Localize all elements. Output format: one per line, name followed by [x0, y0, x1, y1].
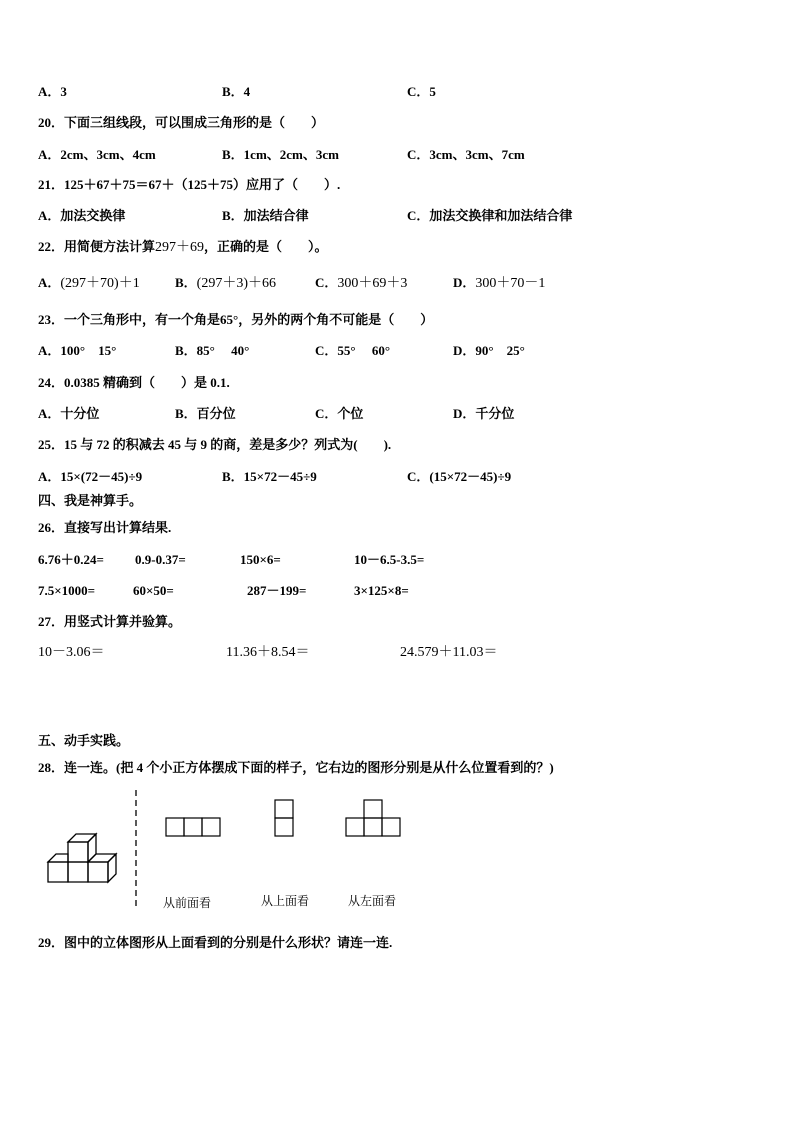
q20-stem: 20．下面三组线段，可以围成三角形的是（ ） [38, 115, 325, 130]
q23-stem: 23．一个三角形中，有一个角是65°，另外的两个角不可能是（ ） [38, 312, 434, 327]
q26-item: 287－199= [247, 583, 307, 598]
q25-option-b: B．15×72－45÷9 [222, 469, 317, 484]
q29-stem: 29．图中的立体图形从上面看到的分别是什么形状？请连一连. [38, 935, 393, 950]
q22-option-d: 300＋70－1 [475, 276, 546, 291]
q27-stem: 27．用竖式计算并验算。 [38, 614, 182, 629]
q24-option-b: B．百分位 [175, 406, 236, 421]
q24-stem: 24．0.0385 精确到（ ）是 0.1. [38, 375, 230, 390]
q24-option-c: C．个位 [315, 406, 364, 421]
q21-option-a: A．加法交换律 [38, 208, 126, 223]
q26-item: 7.5×1000= [38, 583, 96, 598]
q22-b-label: B． [175, 275, 197, 290]
q23-option-c: C．55° 60° [315, 343, 391, 358]
view-t-shape [344, 798, 404, 838]
q26-item: 60×50= [133, 583, 174, 598]
q21-stem: 21．125＋67＋75＝67＋（125＋75）应用了（ ）. [38, 177, 341, 192]
q19-option-c: C．5 [407, 84, 436, 99]
q22-option-c: 300＋69＋3 [337, 276, 408, 291]
q25-stem: 25．15 与 72 的积减去 45 与 9 的商，差是多少？列式为( ). [38, 437, 392, 452]
section-4-title: 四、我是神算手。 [38, 493, 143, 508]
q28-stem: 28．连一连。(把 4 个小正方体摆成下面的样子，它右边的图形分别是从什么位置看到的？) [38, 760, 554, 775]
section-5-title: 五、动手实践。 [38, 733, 130, 748]
q26-item: 6.76＋0.24= [38, 552, 104, 567]
q22-option-b: (297＋3)＋66 [196, 276, 276, 291]
q24-option-a: A．十分位 [38, 406, 100, 421]
q25-option-a: A．15×(72－45)÷9 [38, 469, 143, 484]
q25-option-c: C．(15×72－45)÷9 [407, 469, 512, 484]
q20-option-c: C．3cm、3cm、7cm [407, 147, 525, 162]
caption-top-view: 从上面看 [261, 894, 310, 908]
view-three-in-row [164, 816, 224, 838]
q22-stem-math: 297＋69 [155, 240, 205, 255]
q26-item: 3×125×8= [354, 583, 409, 598]
q22-stem-pre: 22．用简便方法计算 [38, 239, 156, 254]
q23-option-a: A．100° 15° [38, 343, 117, 358]
q22-c-label: C． [315, 275, 338, 290]
q19-option-a: A．3 [38, 84, 67, 99]
q22-a-label: A． [38, 275, 61, 290]
caption-front-view: 从前面看 [163, 896, 212, 910]
dashed-divider [134, 790, 138, 910]
q22-option-a: (297＋70)＋1 [60, 276, 140, 291]
q21-option-b: B．加法结合律 [222, 208, 309, 223]
q26-item: 10－6.5-3.5= [354, 552, 425, 567]
q23-option-d: D．90° 25° [453, 343, 525, 358]
q20-option-a: A．2cm、3cm、4cm [38, 147, 156, 162]
q26-stem: 26．直接写出计算结果. [38, 520, 172, 535]
view-two-stacked [273, 798, 297, 838]
q21-option-c: C．加法交换律和加法结合律 [407, 208, 573, 223]
q22-d-label: D． [453, 275, 476, 290]
q27-item: 11.36＋8.54＝ [226, 645, 310, 660]
caption-left-view: 从左面看 [348, 894, 397, 908]
q27-item: 24.579＋11.03＝ [400, 645, 498, 660]
q24-option-d: D．千分位 [453, 406, 515, 421]
q23-option-b: B．85° 40° [175, 343, 250, 358]
q22-stem-post: ，正确的是（ ）。 [204, 239, 328, 254]
q20-option-b: B．1cm、2cm、3cm [222, 147, 339, 162]
q26-item: 0.9-0.37= [135, 552, 186, 567]
q26-item: 150×6= [240, 552, 281, 567]
q27-item: 10－3.06＝ [38, 645, 105, 660]
cube-assembly-figure [40, 828, 128, 896]
q22-stem [38, 239, 328, 256]
q19-option-b: B．4 [222, 84, 251, 99]
